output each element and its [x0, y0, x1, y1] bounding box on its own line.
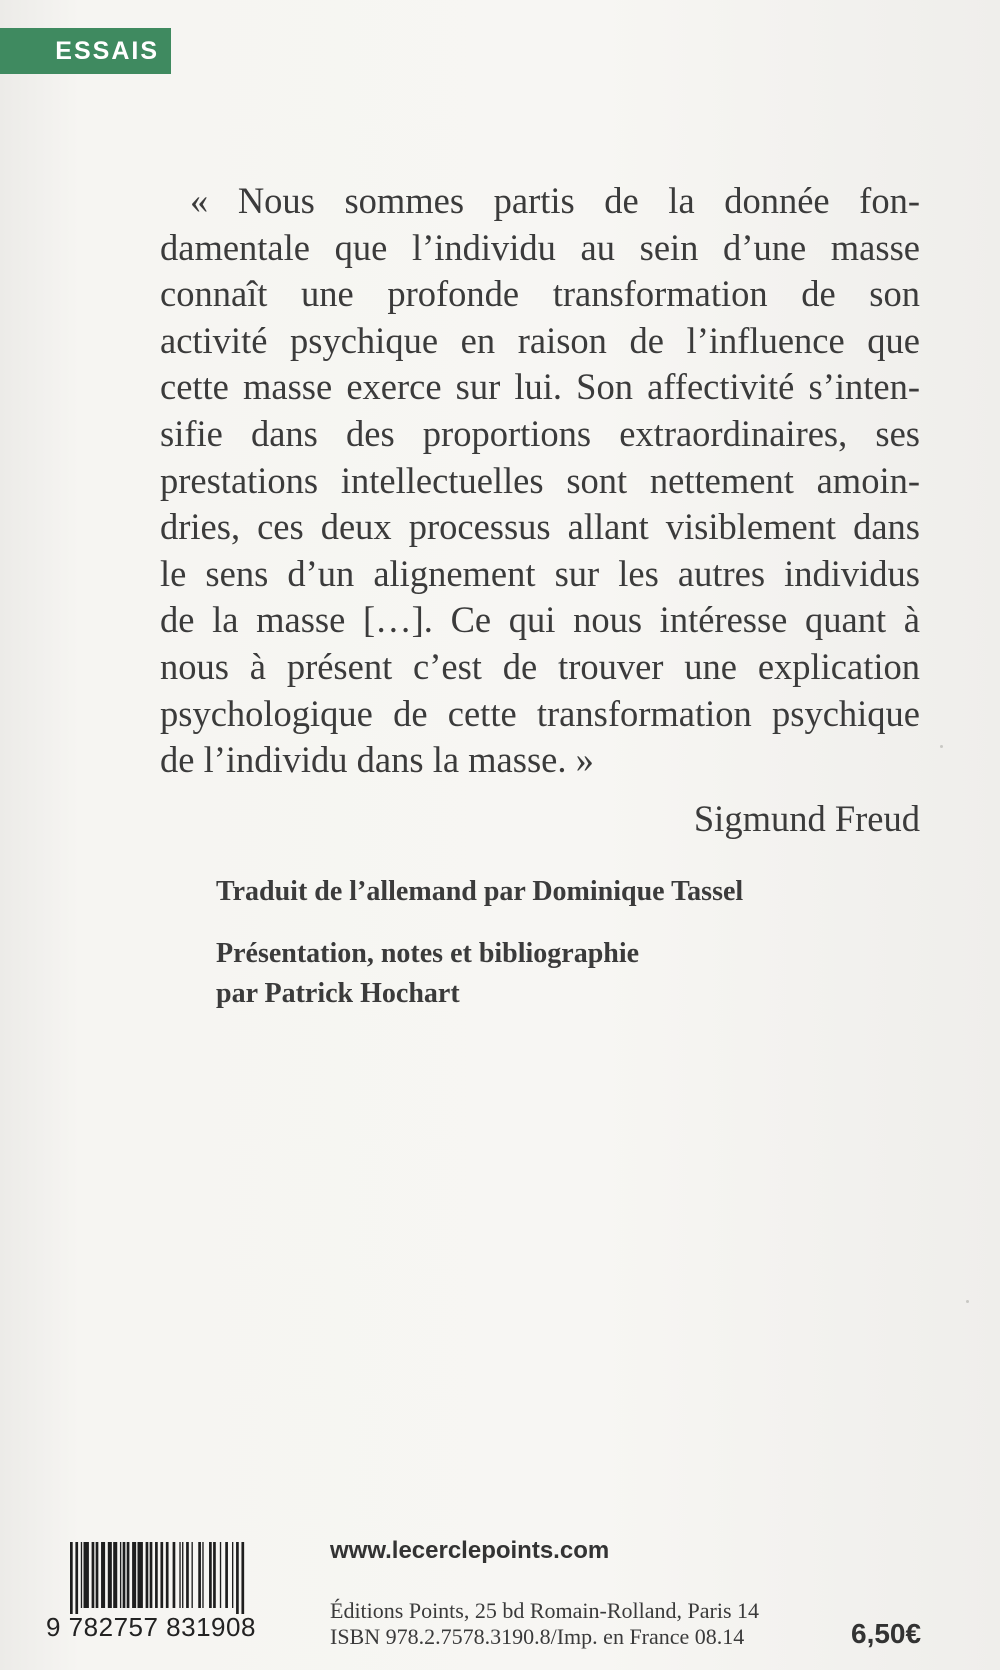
barcode-bar [101, 1542, 105, 1608]
barcode-bar [150, 1542, 153, 1608]
barcode-bar [202, 1542, 203, 1608]
blurb-quote [160, 178, 920, 784]
barcode-bar [108, 1542, 112, 1608]
barcode-bar [81, 1542, 82, 1608]
quote-line: cette masse exerce sur lui. Son affectivité s’inten- [160, 366, 920, 408]
barcode-bar [166, 1542, 169, 1608]
barcode-bar [75, 1542, 78, 1614]
quote-line: psychologique de cette transformation psychique [160, 692, 920, 734]
barcode-bar [192, 1542, 193, 1608]
barcode-bar [209, 1542, 212, 1608]
barcode-bar [225, 1542, 228, 1608]
barcode-bar [220, 1542, 221, 1608]
barcode-bar [232, 1542, 233, 1608]
barcode-bar [127, 1542, 130, 1608]
quote-author: Sigmund Freud [693, 798, 920, 839]
quote-line: connaît une profonde transformation de son [160, 273, 920, 315]
barcode-bar [84, 1542, 89, 1608]
quote-line: activité psychique en raison de l’influence que [160, 319, 920, 361]
quote-line: « Nous sommes partis de la donnée fon- [190, 180, 920, 221]
quote-line: de l’individu dans la masse. » [160, 739, 594, 781]
paper-speck [966, 1300, 969, 1303]
credits [216, 872, 743, 1014]
quote-line: damentale que l’individu au sein d’une masse [160, 226, 920, 268]
barcode-bar [213, 1542, 216, 1608]
barcode-bar [132, 1542, 136, 1608]
collection-tag-label: ESSAIS [55, 37, 159, 65]
quote-line: le sens d’un alignement sur les autres individus [160, 552, 920, 594]
quote-line: de la masse […]. Ce qui nous intéresse quant à [160, 599, 920, 641]
publisher-info [330, 1598, 759, 1650]
barcode-bar [138, 1542, 143, 1608]
quote-line: prestations intellectuelles sont nettement amoin- [160, 459, 920, 501]
presentation-credit-line2: par Patrick Hochart [216, 978, 460, 1009]
barcode-bar [198, 1542, 201, 1608]
barcode-bar [120, 1542, 121, 1608]
barcode-digits: 9 782757 831908 [46, 1612, 256, 1642]
barcode-bar [70, 1542, 73, 1614]
barcode-bar [155, 1542, 158, 1608]
barcode-bar [146, 1542, 149, 1608]
quote-line: dries, ces deux processus allant visiblement dans [160, 506, 920, 548]
barcode-bar [182, 1542, 183, 1608]
barcode-bar [123, 1542, 126, 1608]
price: 6,50€ [851, 1618, 922, 1649]
barcode-bar [186, 1542, 189, 1608]
barcode-bar [173, 1542, 176, 1608]
translation-credit: Traduit de l’allemand par Dominique Tassel [216, 876, 744, 907]
barcode-bar [179, 1542, 180, 1608]
website-link[interactable]: www.lecerclepoints.com [330, 1537, 610, 1564]
presentation-credit-line1: Présentation, notes et bibliographie [216, 938, 640, 969]
collection-tag [0, 28, 171, 74]
publisher-address: Éditions Points, 25 bd Romain-Rolland, Paris 14 [330, 1598, 760, 1623]
barcode-bar [241, 1542, 244, 1614]
quote-line: sifie dans des proportions extraordinaires, ses [160, 412, 920, 454]
barcode-bar [92, 1542, 95, 1608]
barcode-bar [113, 1542, 117, 1608]
barcode-bar [236, 1542, 239, 1614]
barcode-bar [160, 1542, 163, 1608]
barcode-bar [96, 1542, 99, 1608]
isbn-line: ISBN 978.2.7578.3190.8/Imp. en France 08.14 [330, 1624, 745, 1649]
barcode-bars [68, 1542, 308, 1614]
paper-speck [940, 745, 943, 748]
quote-line: nous à présent c’est de trouver une explication [160, 645, 920, 687]
